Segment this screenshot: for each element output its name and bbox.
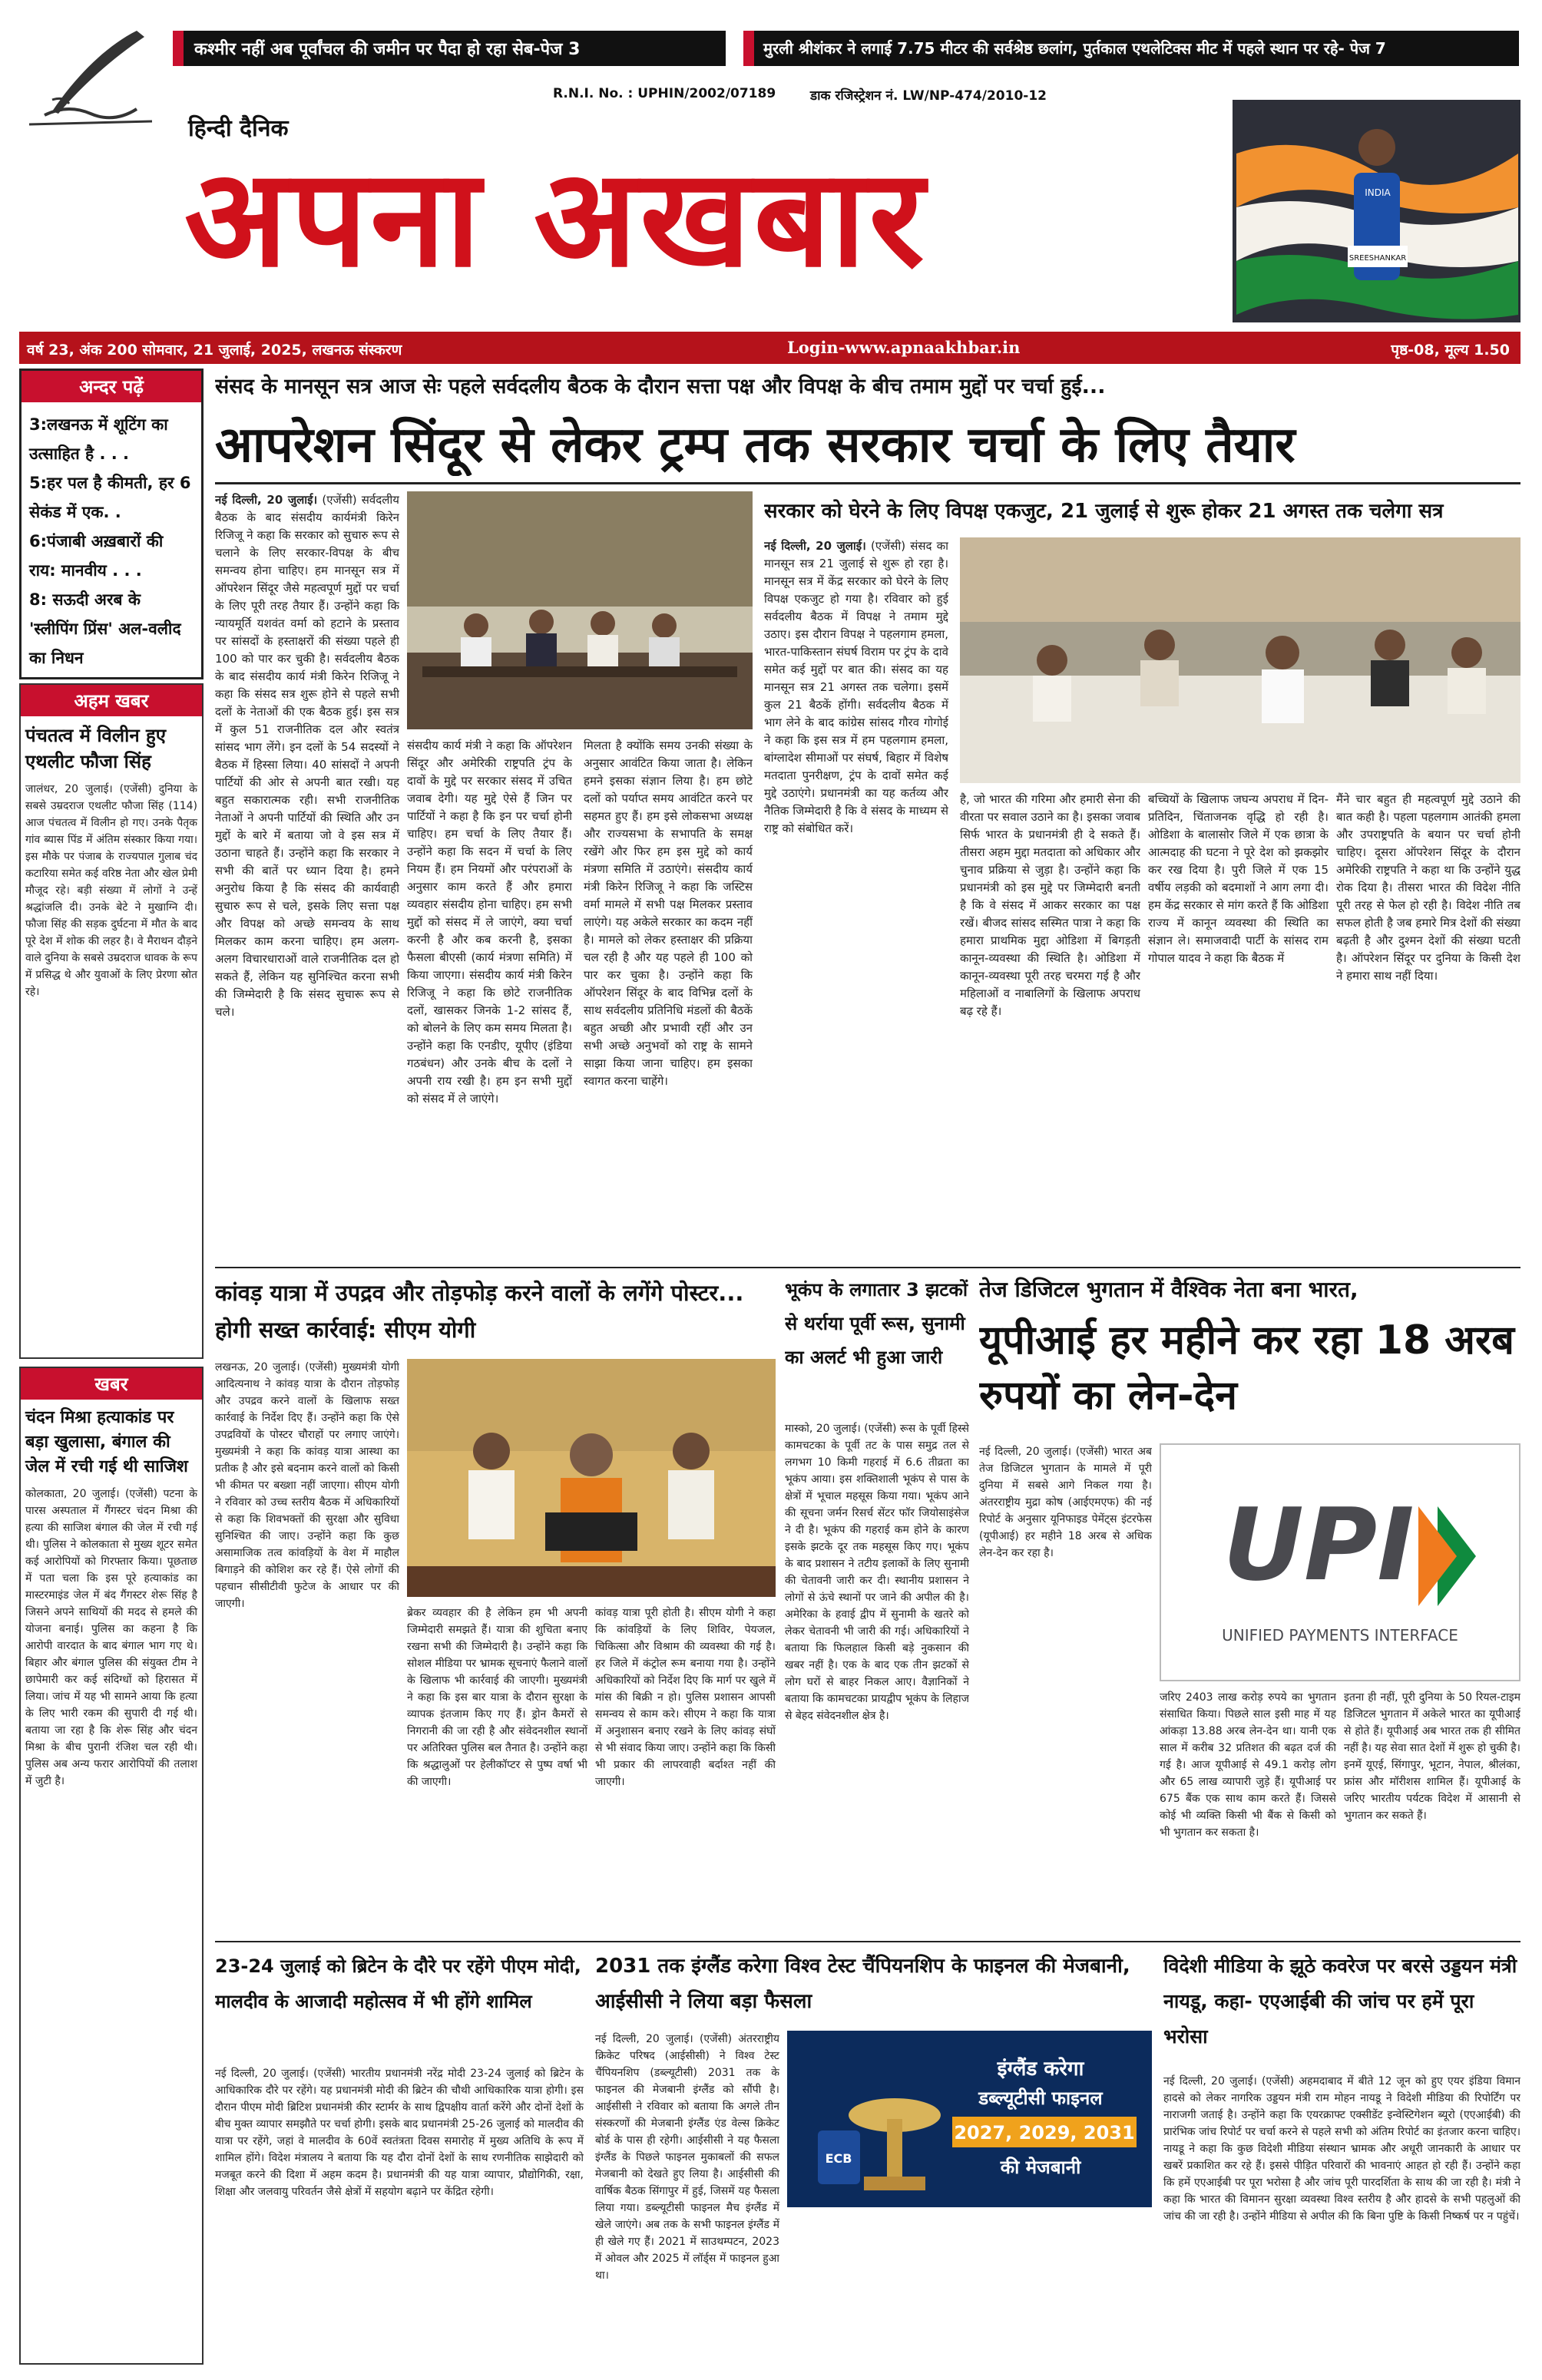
media-headline[interactable]: विदेशी मीडिया के झूठे कवरेज पर बरसे उड्डयन मंत्री नायडू, कहा- एएआईबी की जांच पर हमें पूरा भरोसा [1163,1955,1517,2048]
lead-kicker: संसद के मानसून सत्र आज सेः पहले सर्वदलीय बैठक के दौरान सत्ता पक्ष और विपक्ष के बीच तमाम मुद्दों पर चर्चा हुई... [215,375,1106,398]
meeting-illustration [407,491,753,729]
opposition-col1-text: (एजेंसी) संसद का मानसून सत्र 21 जुलाई से शुरू हो रहा है। मानसून सत्र में केंद्र सरकार को घेरने के लिए विपक्ष एकजुट हो गया है। रविवार को हुई सर्वदलीय बैठक में विपक्ष ने तमाम मुद्दे उठाए। इस दौरान विपक्ष ने पहलगाम हमला, भारत-पाकिस्तान संघर्ष विराम पर ट्रंप के दावे समेत कई मुद्दों पर बात की। संसद का यह मानसून सत्र 21 अगस्त तक चलेगा। इसमें कुल 21 बैठकें होंगी। सर्वदलीय बैठक में भाग लेने के बाद कांग्रेस सांसद गौरव गोगोई ने कहा कि इस सत्र में हम पहलगाम हमला, बांग्लादेश सीमाओं पर संघर्ष, बिहार में विशेष मतदाता पुनरीक्षण, ट्रंप के दावों समेत कई मुद्दे उठाएंगे। प्रधानमंत्री का यह कर्तव्य और नैतिक जिम्मेदारी है कि वे संसद के माध्यम से राष्ट्र को संबोधित करें। [764,539,948,835]
rni-number: R.N.I. No. : UPHIN/2002/07189 [553,86,776,101]
website-login[interactable]: Login-www.apnaakhbar.in [787,338,1021,357]
upi-logo-subtitle: UNIFIED PAYMENTS INTERFACE [1222,1626,1458,1645]
flag-athlete-illustration [1233,100,1520,322]
icc-body: नई दिल्ली, 20 जुलाई। (एजेंसी) अंतरराष्ट्रीय क्रिकेट परिषद (आईसीसी) ने विश्व टेस्ट चैंपियनशिप (डब्ल्यूटीसी) 2031 तक के फाइनल की मेजबानी इंग्लैंड को सौंपी है। आईसीसी ने रविवार को बताया कि अगले तीन संस्करणों की मेजबानी इंग्लैंड एंड वेल्स क्रिकेट बोर्ड के पास ही रहेगी। आईसीसी ने यह फैसला इंग्लैंड के पिछले फाइनल मुकाबलों की सफल मेजबानी को देखते हुए लिया है। आईसीसी की वार्षिक बैठक सिंगापुर में हुई, जिसमें यह फैसला लिया गया। डब्ल्यूटीसी फाइनल मैच इंग्लैंड में खेले जाएंगे। अब तक के सभी फाइनल इंग्लैंड में ही खेले गए हैं। 2021 में साउथम्पटन, 2023 में ओवल और 2025 में लॉर्ड्स में फाइनल हुआ था। [595,2033,779,2282]
britain-body: नई दिल्ली, 20 जुलाई। (एजेंसी) भारतीय प्रधानमंत्री नरेंद्र मोदी 23-24 जुलाई को ब्रिटेन के आधिकारिक दौरे पर रहेंगे। यह प्रधानमंत्री मोदी की ब्रिटेन की चौथी आधिकारिक यात्रा होगी। इस दौरान पीएम मोदी ब्रिटिश प्रधानमंत्री कीर स्टार्मर के साथ द्विपक्षीय वार्ता करेंगे और दोनों देशों के बीच मुक्त व्यापार समझौते पर चर्चा होगी। इसके बाद प्रधानमंत्री 25-26 जुलाई को मालदीव की यात्रा पर रहेंगे, जहां वे मालदीव के 60वें स्वतंत्रता दिवस समारोह में मुख्य अतिथि के रूप में शामिल होंगे। विदेश मंत्रालय ने बताया कि यह दौरा दोनों देशों के साथ रणनीतिक साझेदारी को मजबूत करने की दिशा में अहम कदम है। प्रधानमंत्री की यह यात्रा व्यापार, प्रौद्योगिकी, रक्षा, शिक्षा और जलवायु परिवर्तन जैसे क्षेत्रों में सहयोग बढ़ाने पर केंद्रित रहेगी। [215,2068,584,2198]
wtc-graphic-title: इंग्लैंड करेगा [997,2058,1084,2081]
lead-column-1 [215,491,399,1259]
masthead [0,0,1542,359]
upi-headline[interactable]: यूपीआई हर महीने कर रहा 18 अरब रुपयों का लेन-देन [979,1317,1514,1419]
tsunami-headline[interactable]: भूकंप के लगातार 3 झटकों से थर्राया पूर्वी रूस, सुनामी का अलर्ट भी हुआ जारी [785,1279,968,1368]
all-party-meeting-photo [407,491,753,729]
issue-bar [19,332,1520,364]
opposition-column-2: है, जो भारत की गरिमा और हमारी सेना की वीरता पर सवाल उठाने का है। इसका जवाब सिर्फ भारत के प्रधानमंत्री ही दे सकते हैं। तीसरा अहम मुद्दा मतदाता को अधिकार और चुनाव प्रक्रिया से जुड़ा है। उन्होंने कहा कि प्रधानमंत्री को इस मुद्दे पर जिम्मेदारी बनती है कि वे संसद में आकर सरकार का पक्ष रखें। बीजद सांसद सस्मित पात्रा ने कहा कि हमारा प्राथमिक मुद्दा ओडिशा में बिगड़ती कानून-व्यवस्था की स्थिति है। ओडिशा में कानून-व्यवस्था पूरी तरह चरमरा गई है और महिलाओं व नाबालिगों के खिलाफ अपराध बढ़ रहे हैं। [960,792,1140,1018]
inside-item[interactable]: 5:हर पल है कीमती, हर 6 सेकंड में एक. . [29,474,191,521]
lead-column-3: मिलता है क्योंकि समय उनकी संख्या के अनुसार आवंटित किया जाता है। लेकिन हमने इसका संज्ञान लिया है। हम छोटे दलों को पर्याप्त समय आवंटित करने पर सहमत हुए हैं। हम इसे लोकसभा अध्यक्ष और राज्यसभा के सभापति के समक्ष रखेंगे और फिर हम इस मुद्दे को कार्य मंत्रणा समिति में उठाएंगे। संसदीय कार्य मंत्री किरेन रिजिजू ने कहा कि जस्टिस वर्मा मामले में सभी पक्ष मिलकर प्रस्ताव लाएंगे। यह अकेले सरकार का कदम नहीं है। मामले को लेकर हस्ताक्षर की प्रक्रिया चल रही है और यह पहले ही 100 को पार कर चुका है। उन्होंने कहा कि ऑपरेशन सिंदूर के बाद विभिन्न दलों के साथ सर्वदलीय प्रतिनिधि मंडलों की बैठकें बहुत अच्छी और प्रभावी रहीं और उन सभी अच्छे अनुभवों को राष्ट्र के सामने साझा किया जाना चाहिए। हम इसका स्वागत करना चाहेंगे। [584,739,753,1088]
newspaper-title: अपना अखबार [184,142,928,296]
important-headline: पंचतत्व में विलीन हुए एथलीट फौजा सिंह [25,725,167,772]
inside-item[interactable]: 8: सऊदी अरब के 'स्लीपिंग प्रिंस' अल-वलीद का निधन [29,590,181,667]
opposition-headline[interactable]: सरकार को घेरने के लिए विपक्ष एकजुट, 21 जुलाई से शुरू होकर 21 अगस्त तक चलेगा सत्र [764,500,1444,523]
opposition-column-1 [764,537,948,1259]
upi-logo-text: UPI [1223,1486,1415,1603]
lower-rule [215,1941,1520,1942]
lead-dateline: नई दिल्ली, 20 जुलाई। [215,493,318,507]
inside-item[interactable]: 3:लखनऊ में शूटिंग का उत्साहित है . . . [29,415,168,463]
lead-column-2: संसदीय कार्य मंत्री ने कहा कि ऑपरेशन सिंदूर और अमेरिकी राष्ट्रपति ट्रंप के दावों के मुद्दे पर सरकार संसद में उचित जवाब देगी। यह मुद्दे ऐसे हैं जिन पर पार्टियों ने कहा है कि इन पर चर्चा होनी चाहिए। हम चर्चा के लिए तैयार हैं। उन्होंने कहा कि सदन में चर्चा के लिए नियम हैं। हम नियमों और परंपराओं के अनुसार काम करते हैं और हमारा व्यवहार संसदीय होना चाहिए। हम सभी मुद्दों को संसद में ले जाएंगे, क्या चर्चा करनी है और कब करनी है, इसका फैसला बीएसी (कार्य मंत्रणा समिति) में किया जाएगा। संसदीय कार्य मंत्री किरेन रिजिजू ने कहा कि छोटे राजनीतिक दलों, खासकर जिनके 1-2 सांसद हैं, को बोलने के लिए कम समय मिलता है। उन्होंने कहा कि एनडीए, यूपीए (इंडिया गठबंधन) और उनके बीच के दलों ने अपनी राय रखी है। हम इन सभी मुद्दों को संसद में ले जाएंगे। [407,739,572,1106]
wtc-graphic-tail: की मेजबानी [1000,2157,1081,2178]
teaser-right[interactable]: मुरली श्रीशंकर ने लगाई 7.75 मीटर की सर्वश्रेष्ठ छलांग, पुर्तकाल एथलेटिक्स मीट में पहले स्थान पर रहे- पेज 7 [743,31,1519,66]
cm-yogi-photo [407,1359,776,1597]
upi-logo-box [1160,1443,1520,1681]
news-headline: चंदन मिश्रा हत्याकांड पर बड़ा खुलासा, बंगाल की जेल में रची गई थी साजिश [25,1408,188,1476]
teaser-left[interactable]: कश्मीर नहीं अब पूर्वांचल की जमीन पर पैदा हो रहा सेब-पेज 3 [173,31,726,66]
ecb-logo: ECB [825,2151,852,2166]
britain-headline[interactable]: 23-24 जुलाई को ब्रिटेन के दौरे पर रहेंगे पीएम मोदी, मालदीव के आजादी महोत्सव में भी होंगे शामिल [215,1955,581,2012]
wtc-trophy-illustration [787,2031,1152,2207]
lead-rule [215,482,1520,484]
kanwar-headline[interactable]: कांवड़ यात्रा में उपद्रव और तोड़फोड़ करने वालों के लगेंगे पोस्टर... होगी सख्त कार्रवाई: सीएम योगी [215,1280,744,1343]
inside-box [19,369,204,679]
upi-intro: नई दिल्ली, 20 जुलाई। (एजेंसी) भारत अब तेज डिजिटल भुगतान के मामले में पूरी दुनिया में सबसे आगे निकल गया है। अंतरराष्ट्रीय मुद्रा कोष (आईएमएफ) की नई रिपोर्ट के अनुसार यूनिफाइड पेमेंट्स इंटरफेस (यूपीआई) हर महीने 18 अरब से अधिक लेन-देन कर रहा है। [979,1446,1152,1559]
lead-col1-text: (एजेंसी) सर्वदलीय बैठक के बाद संसदीय कार्यमंत्री किरेन रिजिजू ने कहा कि सरकार को सुचारु रूप से चलाने के लिए सरकार-विपक्ष के बीच समन्वय होना चाहिए। हम मानसून सत्र में ऑपरेशन सिंदूर जैसे महत्वपूर्ण मुद्दों पर चर्चा के लिए पूरी तरह तैयार हैं। उन्होंने कहा कि न्यायमूर्ति यशवंत वर्मा को हटाने के प्रस्ताव पर सांसदों के हस्ताक्षरों की संख्या पहले ही 100 को पार कर चुकी है। सर्वदलीय बैठक के बाद संसदीय कार्य मंत्री किरेन रिजिजू ने कहा कि संसद सत्र शुरू होने से पहले सभी दलों के नेताओं की एक बैठक हुई। इस सत्र में कुल 51 राजनीतिक दल और स्वतंत्र सांसद भाग लेंगे। इन दलों के 54 सदस्यों ने बैठक में हिस्सा लिया। 40 सांसदों ने अपनी पार्टियों की ओर से अपनी बात रखी। यह बहुत सकारात्मक रही। सभी राजनीतिक नेताओं ने अपनी पार्टियों की स्थिति और उन मुद्दों के बारे में बताया जो वे इस सत्र में उठाना चाहते हैं। उन्होंने कहा कि सरकार ने सभी की बातें पर ध्यान दिया है। हमने अनुरोध किया है कि संसद की कार्यवाही सुचारु रूप से चले, इसके लिए सत्ता पक्ष और विपक्ष को अच्छे समन्वय के साथ मिलकर काम करना चाहिए। हम अलग-अलग विचारधाराओं वाले राजनीतिक दल हो सकते हैं, लेकिन यह सुनिश्चित करना सभी की जिम्मेदारी है कि संसद सुचारू रूप से चले। [215,493,399,1019]
kanwar-column-2: ब्रेकर व्यवहार की है लेकिन हम भी अपनी जिम्मेदारी समझते हैं। यात्रा की शुचिता बनाए रखना सभी की जिम्मेदारी है। उन्होंने कहा कि सोशल मीडिया पर भ्रामक सूचनाएं फैलाने वालों के खिलाफ भी कार्रवाई की जाएगी। मुख्यमंत्री ने कहा कि इस बार यात्रा के दौरान सुरक्षा के व्यापक इंतजाम किए गए हैं। ड्रोन कैमरों से निगरानी की जा रही है और संवेदनशील स्थानों पर अतिरिक्त पुलिस बल तैनात है। उन्होंने कहा कि श्रद्धालुओं पर हेलीकॉप्टर से पुष्प वर्षा भी की जाएगी। [407,1607,587,1788]
upi-logo-illustration [1161,1445,1519,1680]
important-news [19,683,204,1359]
athlete-shirt-text: INDIA [1365,187,1391,198]
athlete-bib-text: SREESHANKAR [1348,254,1407,263]
lead-headline[interactable]: आपरेशन सिंदूर से लेकर ट्रम्प तक सरकार चर्चा के लिए तैयार [215,417,1295,474]
tsunami-body: मास्को, 20 जुलाई। (एजेंसी) रूस के पूर्वी हिस्से कामचटका के पूर्वी तट के पास समुद्र तल से लगभग 10 किमी गहराई में 6.6 तीव्रता का भूकंप आया। इस शक्तिशाली भूकंप से पास के क्षेत्रों में भूचाल महसूस किया गया। भूकंप आने की सूचना जर्मन रिसर्च सेंटर फॉर जियोसाइंसेज ने दी है। भूकंप की गहराई कम होने के कारण इसके झटके दूर तक महसूस किए गए। भूकंप के बाद प्रशासन ने तटीय इलाकों के लिए सुनामी की चेतावनी जारी कर दी। स्थानीय प्रशासन ने लोगों से ऊंचे स्थानों पर जाने की अपील की है। अमेरिका के हवाई द्वीप में सुनामी के खतरे को लेकर चेतावनी भी जारी की गई। अधिकारियों ने बताया कि फिलहाल किसी बड़े नुकसान की खबर नहीं है। एक के बाद एक तीन झटकों से लोग घरों से बाहर निकल आए। वैज्ञानिकों ने बताया कि कामचटका प्रायद्वीप भूकंप के लिहाज से बेहद संवेदनशील क्षेत्र है। [785,1423,969,1722]
kanwar-column-1: लखनऊ, 20 जुलाई। (एजेंसी) मुख्यमंत्री योगी आदित्यनाथ ने कांवड़ यात्रा के दौरान तोड़फोड़ और उपद्रव करने वालों के खिलाफ सख्त कार्रवाई के निर्देश दिए हैं। उन्होंने कहा कि ऐसे उपद्रवियों के पोस्टर चौराहों पर लगाए जाएंगे। मुख्यमंत्री ने कहा कि कांवड़ यात्रा आस्था का प्रतीक है और इसे बदनाम करने वालों को किसी भी कीमत पर बख्शा नहीं जाएगा। सीएम योगी ने रविवार को उच्च स्तरीय बैठक में अधिकारियों से कहा कि शिवभक्तों की सुरक्षा और सुविधा सुनिश्चित की जाए। उन्होंने कहा कि कुछ असामाजिक तत्व कांवड़ियों के वेश में माहौल बिगाड़ने की कोशिश कर रहे हैं। ऐसे लोगों की पहचान सीसीटीवी फुटेज के आधार पर की जाएगी। [215,1361,399,1610]
sidebar [19,369,204,2365]
press-conference-illustration [407,1359,776,1597]
kanwar-column-3: कांवड़ यात्रा पूरी होती है। सीएम योगी ने कहा कि कांवड़ियों के लिए शिविर, पेयजल, चिकित्सा और विश्राम की व्यवस्था की गई है। हर जिले में कंट्रोल रूम बनाया गया है। उन्होंने अधिकारियों को निर्देश दिए कि मार्ग पर खुले में मांस की बिक्री न हो। पुलिस प्रशासन आपसी समन्वय से काम करे। सीएम ने कहा कि यात्रा में अनुशासन बनाए रखने के लिए कांवड़ संघों से भी संवाद किया जाए। उन्होंने कहा कि किसी भी प्रकार की लापरवाही बर्दाश्त नहीं की जाएगी। [595,1607,776,1788]
postal-registration: डाक रजिस्ट्रेशन नं. LW/NP-474/2010-12 [810,88,1047,104]
wtc-graphic-subtitle: डब्ल्यूटीसी फाइनल [978,2087,1103,2109]
important-body: जालंधर, 20 जुलाई। (एजेंसी) दुनिया के सबसे उम्रदराज एथलीट फौजा सिंह (114) आज पंचतत्व में विलीन हो गए। उनके पैतृक गांव ब्यास पिंड में अंतिम संस्कार किया गया। इस मौके पर पंजाब के राज्यपाल गुलाब चंद कटारिया समेत कई वरिष्ठ नेता और खेल प्रेमी मौजूद रहे। बड़ी संख्या में लोगों ने उन्हें श्रद्धांजलि दी। उनके बेटे ने मुखाग्नि दी। फौजा सिंह की सड़क दुर्घटना में मौत के बाद पूरे देश में शोक की लहर है। वे मैराथन दौड़ने वाले दुनिया के सबसे उम्रदराज धावक के रूप में प्रसिद्ध थे और युवाओं के लिए प्रेरणा स्रोत रहे। [25,783,197,998]
tagline: हिन्दी दैनिक [188,115,289,142]
opposition-column-4: मैंने चार बहुत ही महत्वपूर्ण मुद्दे उठाने की बात कही है। पहला पहलगाम आतंकी हमला और उपराष्ट्रपति के बयान पर चर्चा होनी चाहिए। दूसरा ऑपरेशन सिंदूर के दौरान अमेरिकी राष्ट्रपति ने कहा था कि उन्होंने युद्ध रोक दिया है। तीसरा भारत की विदेश नीति पूरी तरह से फेल हो रही है। विदेश नीति तब सफल होती है जब हमारे मित्र देशों की संख्या बढ़ती है और दुश्मन देशों की संख्या घटती है। ऑपरेशन सिंदूर पर दुनिया के किसी देश ने हमारा साथ नहीं दिया। [1336,792,1520,983]
inside-title: अन्दर पढ़ें [22,371,201,402]
wtc-graphic [787,2031,1152,2207]
wtc-graphic-years: 2027, 2029, 2031 [954,2122,1135,2144]
opposition-dateline: नई दिल्ली, 20 जुलाई। [764,539,866,553]
quill-logo [22,23,160,131]
upi-column-2: इतना ही नहीं, पूरी दुनिया के 50 रियल-टाइम डिजिटल भुगतान में अकेले भारत का यूपीआई से होते हैं। यूपीआई अब भारत तक ही सीमित नहीं है। यह सेवा सात देशों में शुरू हो चुकी है। इनमें यूएई, सिंगापुर, भूटान, नेपाल, श्रीलंका, फ्रांस और मॉरीशस शामिल हैं। यूपीआई के जरिए भारतीय पर्यटक विदेश में आसानी से भुगतान कर सकते हैं। [1344,1691,1520,1822]
inside-list [22,402,201,680]
icc-headline[interactable]: 2031 तक इंग्लैंड करेगा विश्व टेस्ट चैंपियनशिप के फाइनल की मेजबानी, आईसीसी ने लिया बड़ा फैसला [595,1955,1130,2013]
media-body: नई दिल्ली, 20 जुलाई। (एजेंसी) अहमदाबाद में बीते 12 जून को हुए एयर इंडिया विमान हादसे को लेकर नागरिक उड्डयन मंत्री राम मोहन नायडू ने विदेशी मीडिया की रिपोर्टिंग पर नाराजगी जताई है। उन्होंने कहा कि एयरक्राफ्ट एक्सीडेंट इन्वेस्टिगेशन ब्यूरो (एएआईबी) की प्रारंभिक जांच रिपोर्ट पर चर्चा करने से पहले सभी को अंतिम रिपोर्ट का इंतजार करना चाहिए। नायडू ने कहा कि कुछ विदेशी मीडिया संस्थान भ्रामक और अधूरी जानकारी के आधार पर खबरें प्रकाशित कर रहे हैं। इससे पीड़ित परिवारों की भावनाएं आहत हो रही हैं। उन्होंने कहा कि हमें एएआईबी पर पूरा भरोसा है और जांच पूरी पारदर्शिता के साथ की जा रही है। मंत्री ने कहा कि भारत की विमानन सुरक्षा व्यवस्था विश्व स्तरीय है और हादसे के सभी पहलुओं की जांच की जा रही है। उन्होंने मीडिया से अपील की कि बिना पुष्टि के किसी निष्कर्ष पर न पहुंचें। [1163,2075,1520,2223]
opposition-meeting-photo [960,537,1520,783]
news-box [19,1367,204,2365]
issue-info: वर्ष 23, अंक 200 सोमवार, 21 जुलाई, 2025, लखनऊ संस्करण [27,342,402,359]
news-title: खबर [21,1368,202,1400]
conference-illustration [960,537,1520,783]
mid-rule [215,1267,1520,1268]
news-body: कोलकाता, 20 जुलाई। (एजेंसी) पटना के पारस अस्पताल में गैंगस्टर चंदन मिश्रा की हत्या की साजिश बंगाल की जेल में रची गई थी। पुलिस ने कोलकाता से मुख्य शूटर समेत कई आरोपियों को गिरफ्तार किया। पूछताछ में पता चला कि इस पूरे हत्याकांड का मास्टरमाइंड जेल में बंद गैंगस्टर शेरू सिंह है जिसने अपने साथियों की मदद से हमले की योजना बनाई। पुलिस का कहना है कि आरोपी वारदात के बाद बंगाल भाग गए थे। बिहार और बंगाल पुलिस की संयुक्त टीम ने छापेमारी कर कई संदिग्धों को हिरासत में लिया। जांच में यह भी सामने आया कि हत्या के लिए भारी रकम की सुपारी दी गई थी। बताया जा रहा है कि शेरू सिंह और चंदन मिश्रा के बीच पुरानी रंजिश चल रही थी। पुलिस अब अन्य फरार आरोपियों की तलाश में जुटी है। [25,1488,197,1787]
upi-column-1: जरिए 2403 लाख करोड़ रुपये का भुगतान संसाधित किया। पिछले साल इसी माह में यह आंकड़ा 13.88 अरब लेन-देन था। यानी एक साल में करीब 32 प्रतिशत की बढ़त दर्ज की गई है। आज यूपीआई से 49.1 करोड़ लोग और 65 लाख व्यापारी जुड़े हैं। यूपीआई पर 675 बैंक एक साथ काम करते हैं। जिससे कोई भी व्यक्ति किसी भी बैंक से किसी को भी भुगतान कर सकता है। [1160,1691,1336,1839]
important-title: अहम खबर [21,685,202,716]
athlete-photo [1233,100,1520,322]
opposition-column-3: बच्चियों के खिलाफ जघन्य अपराध में दिन-प्रतिदिन, चिंताजनक वृद्धि हो रही है। ओडिशा के बालासोर जिले में एक छात्रा के आत्मदाह की घटना ने पूरे देश को झकझोर कर रख दिया है। पुरी जिले में एक 15 वर्षीय लड़की को बदमाशों ने आग लगा दी। हम केंद्र सरकार से मांग करते हैं कि ओडिशा राज्य में कानून व्यवस्था की स्थिति का संज्ञान ले। समाजवादी पार्टी के सांसद राम गोपाल यादव ने कहा कि बैठक में [1148,792,1329,965]
inside-item[interactable]: 6:पंजाबी अख़बारों की राय: मानवीय . . . [29,532,164,580]
upi-kicker: तेज डिजिटल भुगतान में वैश्विक नेता बना भारत, [979,1277,1358,1302]
page-price: पृष्ठ-08, मूल्य 1.50 [1391,342,1510,359]
